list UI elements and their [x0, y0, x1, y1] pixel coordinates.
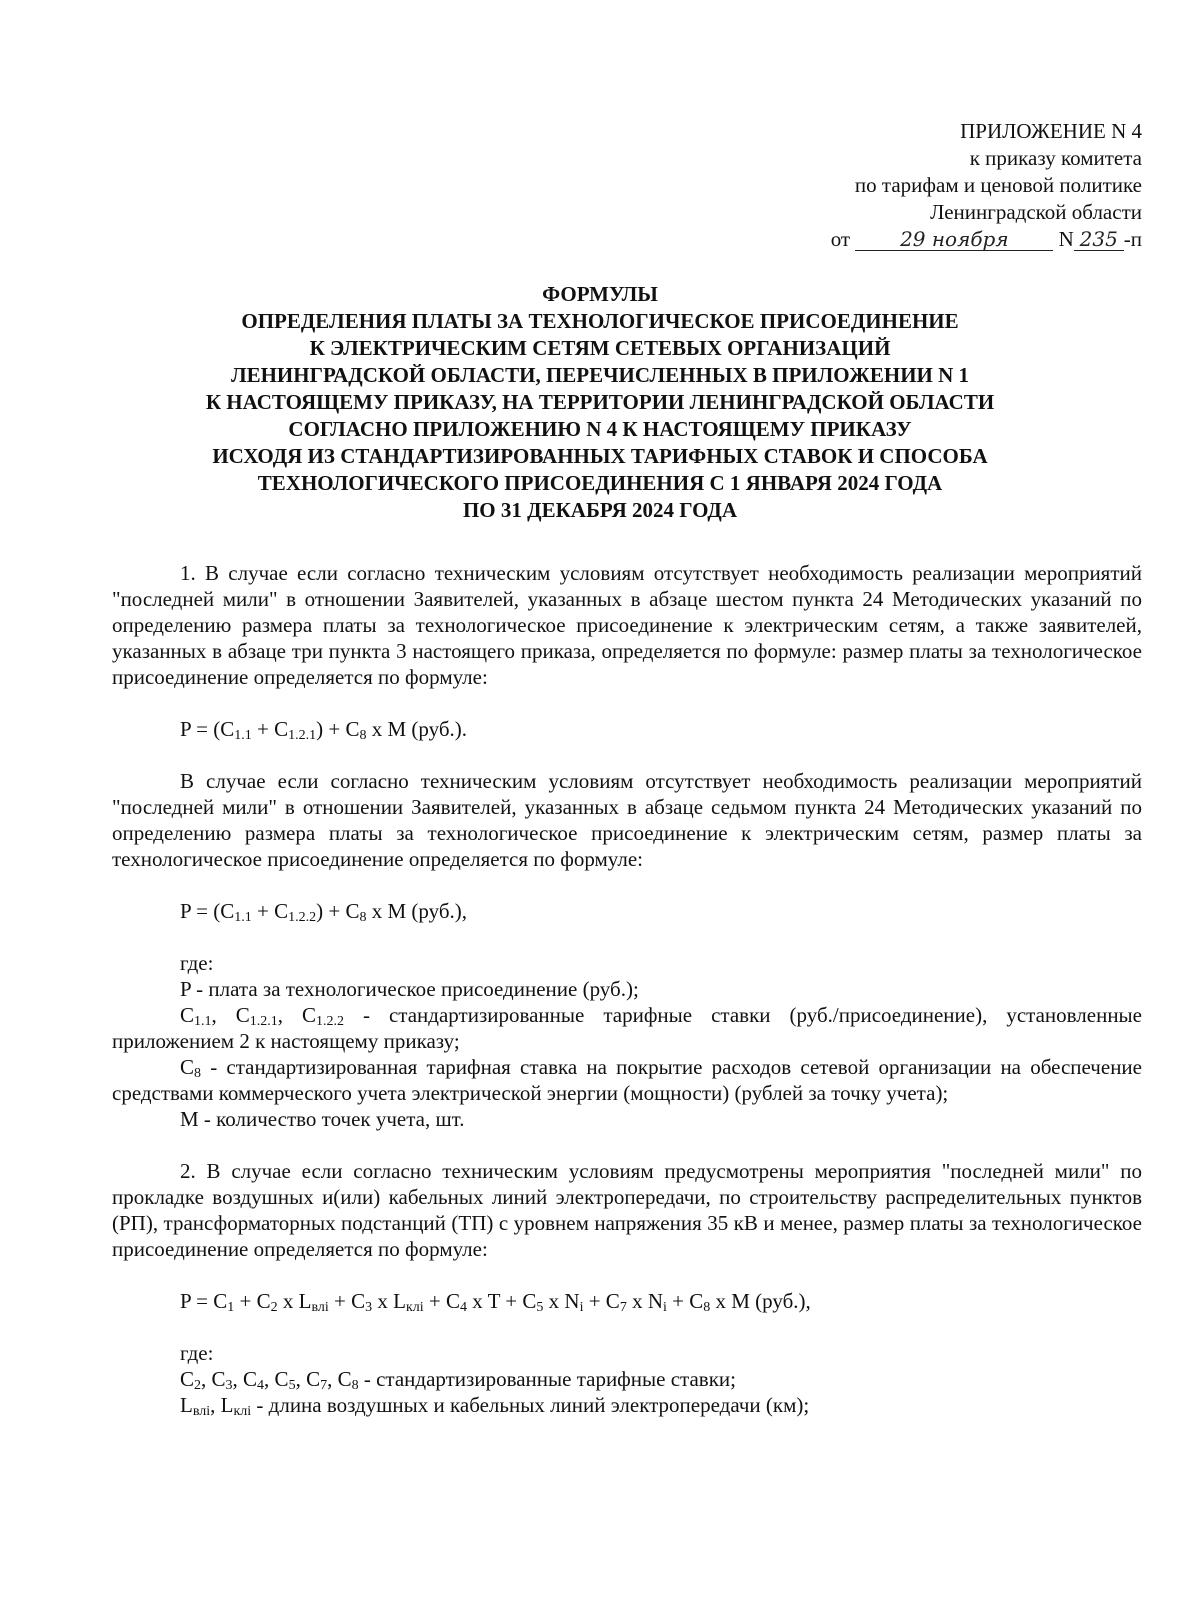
- where-label-2: где:: [180, 1341, 214, 1365]
- section-2-paragraph: 2. В случае если согласно техническим условиям предусмотрены мероприятия "последней мили" по прокладке воздушных и(или) кабельных линий электропередачи, по строительству распределительных пунктов (РП), трансформаторных подстанций (ТП) с уровнем напряжения 35 кВ и менее, размер платы за технологическое присоединение определяется по формуле:: [112, 1159, 1142, 1261]
- document-title: [0, 281, 1200, 524]
- number-label: N: [1058, 227, 1074, 251]
- appendix-header: [831, 118, 1142, 253]
- definitions-2: [112, 1340, 1142, 1418]
- definition-m: M - количество точек учета, шт.: [180, 1107, 465, 1131]
- order-date-line: [831, 226, 1142, 253]
- title-line: ФОРМУЛЫ: [542, 282, 658, 306]
- where-label: где:: [180, 951, 214, 975]
- formula-2: $P = (C_{1.1} + C_{1.2.2}) + C_8$ x M (руб.),: [180, 899, 467, 925]
- handwritten-number: 235: [1074, 228, 1124, 251]
- section-1-paragraph: 1. В случае если согласно техническим условиям отсутствует необходимость реализации мероприятий "последней мили" в отношении Заявителей, указанных в абзаце шестом пункта 24 Методических указаний по определению размера платы за технологическое присоединение к электрическим сетям, а также заявителей, указанных в абзаце три пункта 3 настоящего приказа, определяется по формуле: размер платы за технологическое присоединение определяется по формуле:: [112, 561, 1142, 689]
- title-line: ЛЕНИНГРАДСКОЙ ОБЛАСТИ, ПЕРЕЧИСЛЕННЫХ В ПРИЛОЖЕНИИ N 1: [230, 363, 970, 387]
- title-line: ТЕХНОЛОГИЧЕСКОГО ПРИСОЕДИНЕНИЯ С 1 ЯНВАРЯ 2024 ГОДА: [257, 471, 943, 495]
- title-line: ОПРЕДЕЛЕНИЯ ПЛАТЫ ЗА ТЕХНОЛОГИЧЕСКОЕ ПРИСОЕДИНЕНИЕ: [241, 309, 959, 333]
- header-line-2: по тарифам и ценовой политике: [854, 173, 1142, 197]
- title-line: К ЭЛЕКТРИЧЕСКИМ СЕТЯМ СЕТЕВЫХ ОРГАНИЗАЦИЙ: [309, 336, 891, 360]
- formula-1: $P = (C_{1.1} + C_{1.2.1}) + C_8$ x M (руб.).: [180, 717, 467, 743]
- definition-p: P - плата за технологическое присоединение (руб.);: [180, 977, 639, 1001]
- definition-l: $L_{влi}$, $L_{клi}$ - длина воздушных и кабельных линий электропередачи (км);: [180, 1393, 810, 1419]
- definition-c-rates-2: $C_2$, $C_3$, $C_4$, $C_5$, $C_7$, $C_8$ - стандартизированные тарифные ставки;: [180, 1367, 736, 1393]
- formula-3: $P = C_1 + C_2$ x $L_{влi} + C_3$ x $L_{клi} + C_4$ x $T + C_5$ x $N_i + C_7$ x $N_i + C_8$ x M (руб.),: [180, 1289, 811, 1315]
- number-suffix: -п: [1123, 227, 1142, 251]
- header-line-1: к приказу комитета: [969, 146, 1142, 170]
- from-label: от: [830, 227, 851, 251]
- document-body: [112, 560, 1142, 1418]
- header-line-3: Ленинградской области: [930, 200, 1142, 224]
- section-1-paragraph-2: В случае если согласно техническим условиям отсутствует необходимость реализации мероприятий "последней мили" в отношении Заявителей, указанных в абзаце седьмом пункта 24 Методических указаний по определению размера платы за технологическое присоединение к электрическим сетям, размер платы за технологическое присоединение определяется по формуле:: [112, 769, 1142, 871]
- definition-c-rates: $C_{1.1}$, $C_{1.2.1}$, $C_{1.2.2}$ - стандартизированные тарифные ставки (руб./присоединение), установленные приложением 2 к настоящему приказу;: [112, 1003, 1142, 1053]
- title-line: К НАСТОЯЩЕМУ ПРИКАЗУ, НА ТЕРРИТОРИИ ЛЕНИНГРАДСКОЙ ОБЛАСТИ: [205, 390, 995, 414]
- definition-c8: $C_8$ - стандартизированная тарифная ставка на покрытие расходов сетевой организации на обеспечение средствами коммерческого учета электрической энергии (мощности) (рублей за точку учета);: [112, 1055, 1142, 1105]
- appendix-number: ПРИЛОЖЕНИЕ N 4: [960, 119, 1142, 143]
- title-line: ПО 31 ДЕКАБРЯ 2024 ГОДА: [462, 498, 738, 522]
- definitions-1: [112, 950, 1142, 1132]
- title-line: СОГЛАСНО ПРИЛОЖЕНИЮ N 4 К НАСТОЯЩЕМУ ПРИКАЗУ: [288, 417, 912, 441]
- handwritten-date: 29 ноября: [855, 228, 1053, 251]
- title-line: ИСХОДЯ ИЗ СТАНДАРТИЗИРОВАННЫХ ТАРИФНЫХ СТАВОК И СПОСОБА: [212, 444, 988, 468]
